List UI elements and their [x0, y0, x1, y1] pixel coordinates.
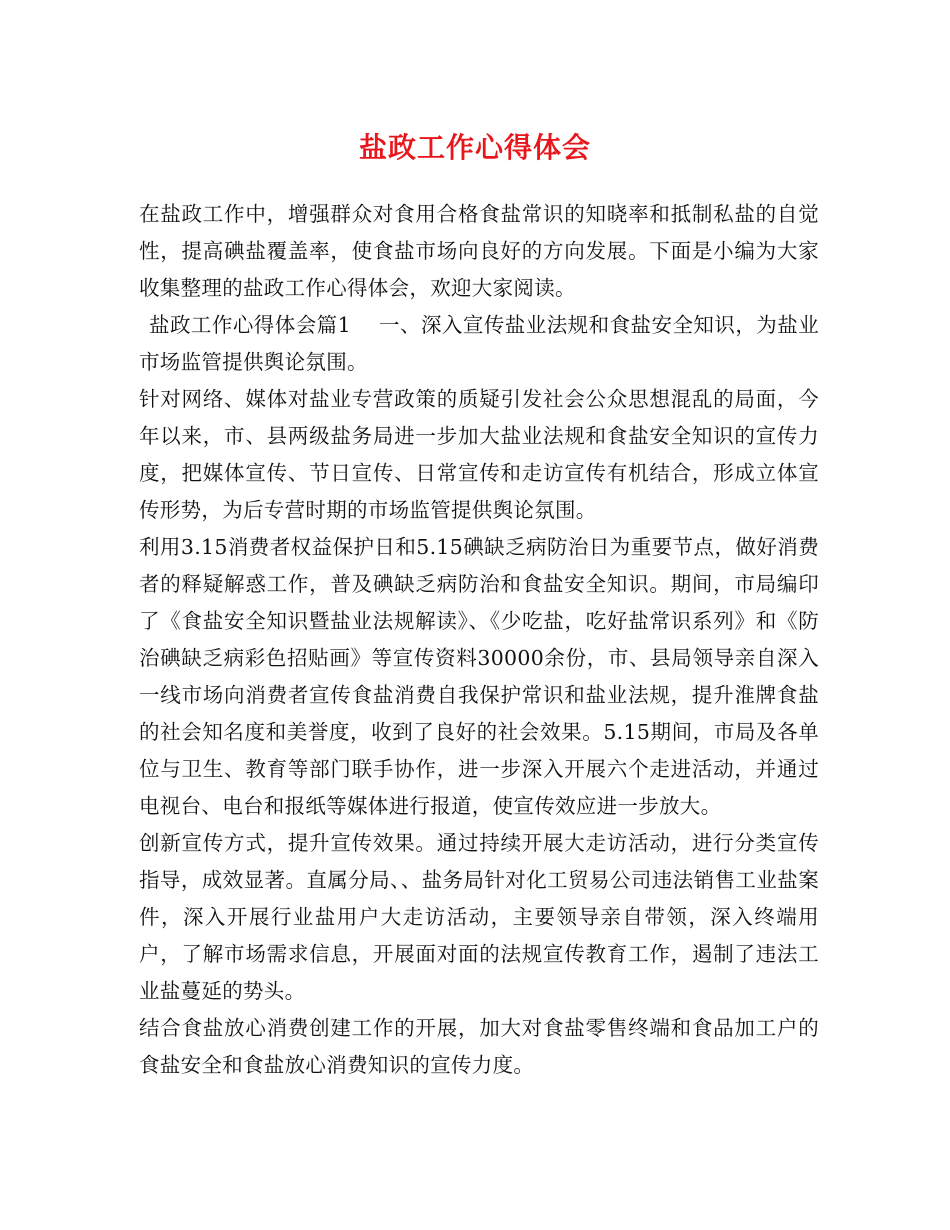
paragraph-publicity-intensity: 针对网络、媒体对盐业专营政策的质疑引发社会公众思想混乱的局面，今年以来，市、县两级盐务局进一步加大盐业法规和食盐安全知识的宣传力度，把媒体宣传、节日宣传、日常宣传和走访宣传有机结合，形成立体宣传形势，为后专营时期的市场监管提供舆论氛围。: [139, 387, 819, 522]
document-body: [139, 196, 819, 1084]
document-title: 盐政工作心得体会: [358, 131, 591, 164]
paragraph-section-heading: 盐政工作心得体会篇1 一、深入宣传盐业法规和食盐安全知识，为盐业市场监管提供舆论氛围。: [139, 313, 819, 374]
paragraph-consumer-day: 利用3.15消费者权益保护日和5.15碘缺乏病防治日为重要节点，做好消费者的释疑解惑工作，普及碘缺乏病防治和食盐安全知识。期间，市局编印了《食盐安全知识暨盐业法规解读》、《少吃盐，吃好盐常识系列》和《防治碘缺乏病彩色招贴画》等宣传资料30000余份，市、县局领导亲自深入一线市场向消费者宣传食盐消费自我保护常识和盐业法规，提升淮牌食盐的社会知名度和美誉度，收到了良好的社会效果。5.15期间，市局及各单位与卫生、教育等部门联手协作，进一步深入开展六个走进活动，并通过电视台、电台和报纸等媒体进行报道，使宣传效应进一步放大。: [139, 535, 819, 818]
paragraph-intro: 在盐政工作中，增强群众对食用合格食盐常识的知晓率和抵制私盐的自觉性，提高碘盐覆盖率，使食盐市场向良好的方向发展。下面是小编为大家收集整理的盐政工作心得体会，欢迎大家阅读。: [139, 202, 819, 300]
paragraph-assured-consumption: 结合食盐放心消费创建工作的开展，加大对食盐零售终端和食品加工户的食盐安全和食盐放心消费知识的宣传力度。: [139, 1016, 819, 1077]
paragraph-innovation: 创新宣传方式，提升宣传效果。通过持续开展大走访活动，进行分类宣传指导，成效显著。直属分局、、盐务局针对化工贸易公司违法销售工业盐案件，深入开展行业盐用户大走访活动，主要领导亲自带领，深入终端用户，了解市场需求信息，开展面对面的法规宣传教育工作，遏制了违法工业盐蔓延的势头。: [139, 831, 819, 1003]
